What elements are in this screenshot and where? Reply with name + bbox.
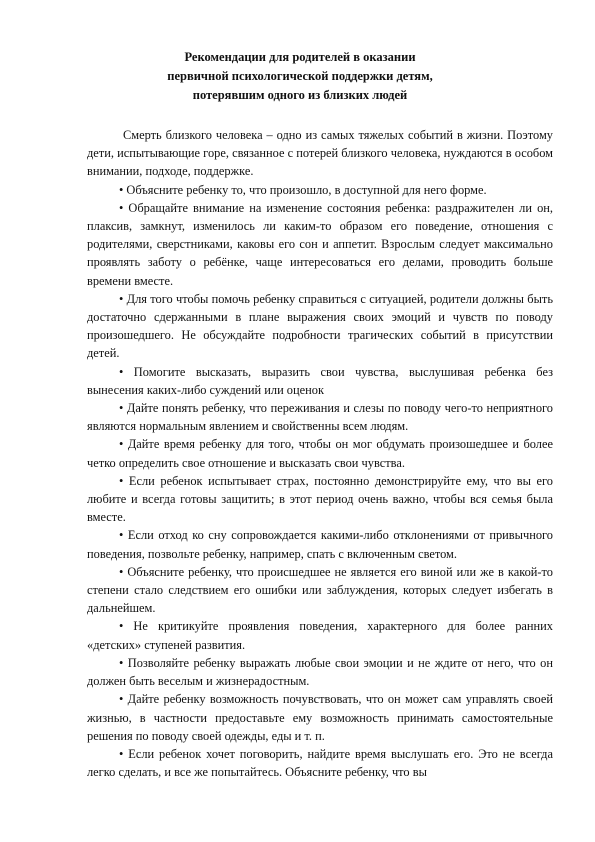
title-line-2: первичной психологической поддержки детям, [167, 69, 433, 83]
document-title [80, 48, 520, 105]
recommendation-item: • Дайте понять ребенку, что переживания и слезы по поводу чего-то неприятного являются нормальным явлением и свойственны всем людям. [87, 401, 553, 434]
intro-paragraph: Смерть близкого человека – одно из самых тяжелых событий в жизни. Поэтому дети, испытывающие горе, связанное с потерей близкого человека, нуждаются в особом внимании, подходе, поддержке. [87, 128, 553, 179]
title-line-3: потерявшим одного из близких людей [192, 88, 408, 102]
recommendation-item: • Дайте ребенку возможность почувствовать, что он может сам управлять своей жизнью, в частности предоставьте ему возможность принимать самостоятельные решения по поводу своей одежды, еды и т. п. [87, 692, 553, 743]
recommendation-item: • Обращайте внимание на изменение состояния ребенка: раздражителен ли он, плаксив, замкнут, изменилось ли каким-то образом его поведение, отношения с родителями, сверстниками, каковы его сон и аппетит. Взрослым следует максимально проявлять заботу о ребёнке, чаще интересоваться его делами, проводить больше времени вместе. [87, 200, 553, 288]
document-body [87, 126, 553, 781]
recommendation-item: • Для того чтобы помочь ребенку справиться с ситуацией, родители должны быть достаточно сдержанными в плане выражения своих эмоций и чувств по поводу произошедшего. Не обсуждайте подробности трагических событий в присутствии детей. [87, 291, 553, 361]
recommendation-item: • Объясните ребенку то, что произошло, в доступной для него форме. [119, 182, 487, 197]
recommendation-item: • Помогите высказать, выразить свои чувства, выслушивая ребенка без вынесения каких-либо суждений или оценок [87, 364, 553, 397]
recommendation-item: • Если ребенок испытывает страх, постоянно демонстрируйте ему, что вы его любите и всегда готовы защитить; в этот период очень важно, чтобы вся семья была вместе. [87, 473, 553, 525]
recommendation-item: • Не критикуйте проявления поведения, характерного для более ранних «детских» ступеней развития. [87, 619, 553, 652]
recommendation-item: • Объясните ребенку, что происшедшее не является его виной или же в какой-то степени стало следствием его ошибки или заблуждения, которых следует избегать в дальнейшем. [87, 564, 553, 616]
recommendation-item: • Если ребенок хочет поговорить, найдите время выслушать его. Это не всегда легко сделать, и все же попытайтесь. Объясните ребенку, что вы [87, 746, 553, 780]
title-line-1: Рекомендации для родителей в оказании [184, 50, 416, 64]
recommendation-item: • Позволяйте ребенку выражать любые свои эмоции и не ждите от него, что он должен быть веселым и жизнерадостным. [87, 655, 553, 689]
recommendation-item: • Дайте время ребенку для того, чтобы он мог обдумать произошедшее и более четко определить свое отношение и высказать свои чувства. [87, 437, 553, 470]
recommendation-item: • Если отход ко сну сопровождается какими-либо отклонениями от привычного поведения, позвольте ребенку, например, спать с включенным светом. [87, 528, 553, 561]
